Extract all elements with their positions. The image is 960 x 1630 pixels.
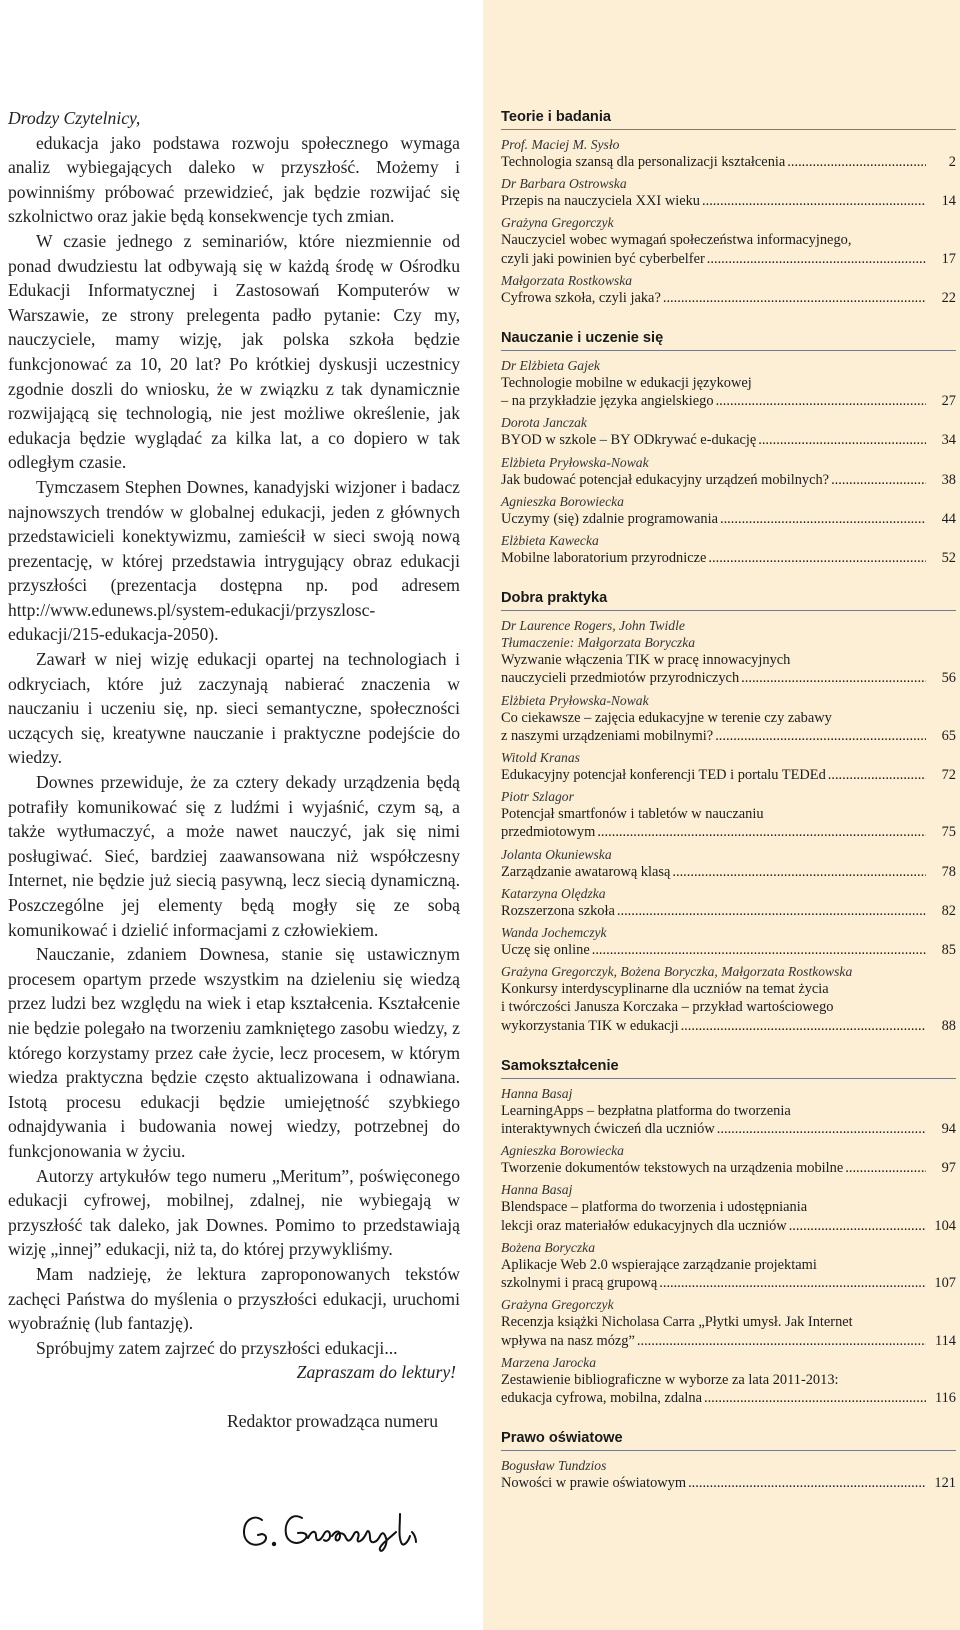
toc-entry-title-line: wykorzystania TIK w edukacji	[501, 1017, 679, 1034]
toc-entry-title-line: Aplikacje Web 2.0 wspierające zarządzanie projektami	[501, 1256, 817, 1273]
toc-dot-leader	[720, 510, 926, 528]
toc-entry-author: Marzena Jarocka	[501, 1354, 597, 1370]
toc-section-title: Dobra praktyka	[501, 589, 956, 611]
toc-entry-title-line: interaktywnych ćwiczeń dla uczniów	[501, 1121, 715, 1138]
toc-entry-author: Piotr Szlagor	[501, 789, 574, 805]
toc-page-number: 88	[941, 1017, 956, 1034]
toc-dot-leader	[716, 392, 926, 410]
toc-entry-title-line: Nowości w prawie oświatowym	[501, 1475, 687, 1492]
toc-entry-title-row	[501, 153, 956, 171]
editorial-greeting: Drodzy Czytelnicy,	[8, 108, 141, 128]
editorial-paragraph: Nauczanie, zdaniem Downesa, stanie się ustawicznym procesem opartym przede wszystkim na dzieleniu się wiedzą przez ludzi bez względu na wiek i etap kształcenia. Kształcenie nie będzie polegało na tworzeniu zamkniętego zasobu wiedzy, z którego korzystamy przez całe życie, lecz procesem, w którym wiedza praktyczna będzie często aktualizowana i odnawiana. Istotą procesu edukacji będzie umiejętność szybkiego odnajdywania i budowania nowej wiedzy, potrzebnej do funkcjonowania w życiu.	[8, 944, 460, 1161]
toc-entry-title-row	[501, 192, 956, 210]
toc-entry-title-line: Blendspace – platforma do tworzenia i udostępniania	[501, 1199, 808, 1216]
toc-page-number: 75	[941, 824, 956, 841]
editorial-invitation: Zapraszam do lektury!	[296, 1362, 456, 1383]
toc-entry-title-line: i twórczości Janusza Korczaka – przykład wartościowego	[501, 999, 834, 1016]
toc-entry[interactable]	[501, 1181, 956, 1234]
toc-entry[interactable]	[501, 1457, 956, 1492]
toc-page-number: 17	[941, 250, 956, 267]
toc-entry[interactable]	[501, 1142, 956, 1177]
toc-dot-leader	[637, 1332, 926, 1350]
toc-entry-title-row	[501, 549, 956, 567]
toc-entry-title-row	[501, 1274, 956, 1292]
toc-section-title: Teorie i badania	[501, 108, 956, 130]
toc-page-number: 56	[941, 670, 956, 687]
toc-entry-title-row	[501, 431, 956, 449]
toc-page-number: 114	[934, 1332, 956, 1349]
toc-page-number: 14	[941, 193, 956, 210]
toc-entry-title-row	[501, 727, 956, 745]
toc-entry-title-line: Uczymy (się) zdalnie programowania	[501, 510, 718, 527]
toc-page-number: 85	[941, 942, 956, 959]
toc-dot-leader	[828, 766, 926, 784]
toc-entry-title-row	[501, 1389, 956, 1407]
toc-entry-title-line: Cyfrowa szkoła, czyli jaka?	[501, 289, 661, 306]
toc-entry[interactable]	[501, 272, 956, 307]
toc-entry-title-line: Edukacyjny potencjał konferencji TED i portalu TEDEd	[501, 767, 826, 784]
toc-entry-title-line: przedmiotowym	[501, 824, 596, 841]
toc-entry-title-row	[501, 289, 956, 307]
toc-dot-leader	[741, 669, 926, 687]
toc-entry-title-row	[501, 941, 956, 959]
toc-dot-leader	[681, 1017, 926, 1035]
toc-entry-author: Agnieszka Borowiecka	[501, 493, 624, 509]
toc-entry-author: Agnieszka Borowiecka	[501, 1143, 624, 1159]
toc-page-number: 121	[934, 1475, 956, 1492]
toc-dot-leader	[708, 549, 926, 567]
toc-entry-author: Elżbieta Pryłowska-Nowak	[501, 454, 649, 470]
editorial-paragraph: Mam nadzieję, że lektura zaproponowanych tekstów zachęci Państwa do myślenia o przyszłości edukacji, uruchomi wyobraźnię (lub fantazję).	[8, 1263, 460, 1334]
toc-entry-translator: Tłumaczenie: Małgorzata Boryczka	[501, 635, 696, 651]
toc-dot-leader	[702, 192, 926, 210]
table-of-contents	[501, 108, 956, 1514]
toc-section	[501, 589, 956, 1035]
editorial-paragraph: Spróbujmy zatem zajrzeć do przyszłości edukacji...	[36, 1337, 398, 1358]
toc-entry-title-line: Zestawienie bibliograficzne w wyborze za lata 2011-2013:	[501, 1371, 839, 1388]
toc-entry[interactable]	[501, 617, 956, 687]
editor-credit: Redaktor prowadząca numeru	[226, 1410, 438, 1431]
toc-entry-title-row	[501, 1474, 956, 1492]
toc-entry[interactable]	[501, 788, 956, 841]
toc-entry-title-line: Przepis na nauczyciela XXI wieku	[501, 193, 700, 210]
toc-entry-title-row	[501, 669, 956, 687]
toc-dot-leader	[715, 727, 926, 745]
toc-entry-author: Hanna Basaj	[501, 1182, 573, 1198]
toc-page-number: 72	[941, 767, 956, 784]
toc-page-number: 107	[934, 1275, 956, 1292]
toc-entry[interactable]	[501, 924, 956, 959]
toc-entry-title-line: Jak budować potencjał edukacyjny urządzeń mobilnych?	[501, 471, 830, 488]
toc-page-number: 82	[941, 902, 956, 919]
toc-page-number: 52	[941, 550, 956, 567]
toc-entry-title-row	[501, 863, 956, 881]
toc-page-number: 44	[941, 510, 956, 527]
toc-entry-author: Dr Barbara Ostrowska	[501, 176, 627, 192]
toc-page-number: 104	[934, 1217, 956, 1234]
editorial-paragraph: Autorzy artykułów tego numeru „Meritum”, poświęconego edukacji cyfrowej, mobilnej, zdalnej, nie wybiegają w przyszłość tak daleko, jak Downes. Pomimo to przedstawiają wizję „innej” edukacji, niż ta, do której przywykliśmy.	[8, 1165, 460, 1260]
toc-entry-title-line: czyli jaki powinien być cyberbelfer	[501, 250, 705, 267]
toc-entry-title-line: szkolnymi i pracą grupową	[501, 1275, 658, 1292]
toc-entry-author: Grażyna Gregorczyk	[501, 215, 614, 231]
toc-dot-leader	[758, 431, 926, 449]
toc-entry-title-row	[501, 510, 956, 528]
toc-section-title: Nauczanie i uczenie się	[501, 329, 956, 351]
toc-entry-author: Bożena Boryczka	[501, 1239, 595, 1255]
toc-entry[interactable]	[501, 1354, 956, 1407]
toc-entry-title-line: Recenzja książki Nicholasa Carra „Płytki umysł. Jak Internet	[501, 1314, 853, 1331]
toc-entry-author: Wanda Jochemczyk	[501, 925, 607, 941]
toc-entry-author: Grażyna Gregorczyk	[501, 1297, 614, 1313]
toc-entry[interactable]	[501, 963, 956, 1035]
toc-section-title: Samokształcenie	[501, 1057, 956, 1079]
toc-page-number: 38	[941, 471, 956, 488]
toc-page-number: 65	[941, 727, 956, 744]
toc-entry-title-line: Co ciekawsze – zajęcia edukacyjne w terenie czy zabawy	[501, 709, 832, 726]
toc-entry[interactable]	[501, 532, 956, 567]
toc-entry[interactable]	[501, 136, 956, 171]
toc-entry-title-row	[501, 392, 956, 410]
toc-entry-title-line: LearningApps – bezpłatna platforma do tworzenia	[501, 1102, 791, 1119]
toc-entry-title-row	[501, 766, 956, 784]
toc-entry-title-row	[501, 1120, 956, 1138]
toc-entry-title-row	[501, 1217, 956, 1235]
toc-entry[interactable]	[501, 1296, 956, 1349]
toc-entry-title-line: Mobilne laboratorium przyrodnicze	[501, 550, 707, 567]
toc-page-number: 27	[941, 393, 956, 410]
editorial-paragraph: W czasie jednego z seminariów, które niezmiennie od ponad dwudziestu lat odbywają się w każdą środę w Ośrodku Edukacji Informatycznej i Zastosowań Komputerów w Warszawie, ze strony prelegenta padło pytanie: Czy my, nauczyciele, mamy wizję, jak polska szkoła będzie funkcjonować za 10, 20 lat? Po krótkiej dyskusji uczestnicy zgodnie doszli do wniosku, że w związku z tak dynamicznie rozwijającą się technologią, nie jest możliwe określenie, jak edukacja będzie wyglądać za kilka lat, a co dopiero w tak odległym czasie.	[8, 230, 460, 473]
toc-entry-title-line: Uczę się online	[501, 942, 590, 959]
toc-entry-title-line: Konkursy interdyscyplinarne dla uczniów na temat życia	[501, 981, 829, 998]
editorial-paragraph: Zawarł w niej wizję edukacji opartej na technologiach i odkryciach, które już zaczynają nabierać znaczenia w nauczaniu i uczeniu się, np. sieci semantyczne, społeczności uczących się, kreatywne nauczanie i praktyczne podejście do wiedzy.	[8, 649, 460, 768]
toc-entry-author: Prof. Maciej M. Sysło	[501, 137, 620, 152]
toc-entry-title-row	[501, 250, 956, 268]
toc-entry-author: Elżbieta Kawecka	[501, 533, 599, 549]
toc-entry-author: Jolanta Okuniewska	[501, 846, 612, 862]
toc-dot-leader	[831, 471, 926, 489]
toc-entry-title-row	[501, 1332, 956, 1350]
toc-dot-leader	[663, 289, 926, 307]
toc-entry-title-line: edukacja cyfrowa, mobilna, zdalna	[501, 1389, 702, 1406]
toc-entry-title-line: lekcji oraz materiałów edukacyjnych dla uczniów	[501, 1217, 787, 1234]
toc-entry-title-row	[501, 902, 956, 920]
toc-page-number: 22	[941, 289, 956, 306]
toc-dot-leader	[597, 823, 926, 841]
toc-entry-author: Bogusław Tundzios	[501, 1458, 607, 1474]
toc-dot-leader	[787, 153, 926, 171]
toc-page-number: 116	[934, 1389, 956, 1406]
toc-dot-leader	[717, 1120, 926, 1138]
toc-dot-leader	[617, 902, 926, 920]
toc-dot-leader	[672, 863, 926, 881]
toc-section	[501, 1057, 956, 1407]
toc-entry[interactable]	[501, 1085, 956, 1138]
toc-entry[interactable]	[501, 414, 956, 449]
toc-entry-author: Dr Laurence Rogers, John Twidle	[501, 618, 685, 634]
toc-entry-title-row	[501, 471, 956, 489]
toc-entry-title-row	[501, 1017, 956, 1035]
toc-entry[interactable]	[501, 885, 956, 920]
toc-entry-title-line: z naszymi urządzeniami mobilnymi?	[501, 727, 714, 744]
toc-entry-title-line: Wyzwanie włączenia TIK w pracę innowacyjnych	[501, 652, 791, 669]
toc-entry[interactable]	[501, 357, 956, 410]
toc-entry-title-line: Technologie mobilne w edukacji językowej	[501, 375, 752, 392]
toc-section	[501, 108, 956, 307]
editorial-paragraph: Tymczasem Stephen Downes, kanadyjski wizjoner i badacz najnowszych trendów w globalnej edukacji, jeden z głównych przedstawicieli konektywizmu, zamieścił w sieci swoją nową prezentację, w której przedstawia intrygujący obraz edukacji przyszłości (prezentacja dostępna np. pod adresem http://www.edunews.pl/system-edukacji/przyszlosc-edukacji/215-edukacja-2050).	[8, 476, 460, 645]
toc-entry-title-line: Technologia szansą dla personalizacji kształcenia	[501, 154, 786, 170]
toc-dot-leader	[789, 1217, 926, 1235]
toc-entry-title-line: – na przykładzie języka angielskiego	[501, 393, 714, 410]
toc-page-number: 2	[948, 154, 956, 170]
toc-entry-author: Witold Kranas	[501, 750, 580, 766]
toc-entry[interactable]	[501, 454, 956, 489]
toc-entry[interactable]	[501, 846, 956, 881]
toc-page-number: 34	[941, 432, 956, 449]
toc-entry-title-line: Potencjał smartfonów i tabletów w nauczaniu	[501, 806, 764, 823]
toc-entry-author: Elżbieta Pryłowska-Nowak	[501, 692, 649, 708]
toc-entry-title-row	[501, 1159, 956, 1177]
editorial-paragraph: Downes przewiduje, że za cztery dekady urządzenia będą potrafiły komunikować się z ludźmi i wyjaśnić, czym są, a także wytłumaczyć, a może nawet nauczyć, jak się nimi posługiwać. Sieć, bardziej zaawansowana niż współczesny Internet, nie będzie już siecią pasywną, lecz siecią dynamiczną. Poszczególne jej elementy będą mogły się ze sobą komunikować i dzielić informacjami z człowiekiem.	[8, 772, 460, 940]
toc-entry-title-line: Tworzenie dokumentów tekstowych na urządzenia mobilne	[501, 1160, 844, 1177]
toc-dot-leader	[707, 250, 926, 268]
toc-entry-title-line: BYOD w szkole – BY ODkrywać e-dukację	[501, 432, 757, 449]
toc-entry-author: Dr Elżbieta Gajek	[501, 358, 600, 374]
toc-entry[interactable]	[501, 175, 956, 210]
toc-entry-author: Małgorzata Rostkowska	[501, 272, 633, 288]
toc-entry-author: Hanna Basaj	[501, 1085, 573, 1101]
toc-entry[interactable]	[501, 749, 956, 784]
toc-entry[interactable]	[501, 692, 956, 745]
toc-entry[interactable]	[501, 493, 956, 528]
toc-entry-author: Grażyna Gregorczyk, Bożena Boryczka, Małgorzata Rostkowska	[501, 964, 853, 980]
toc-entry-author: Dorota Janczak	[501, 415, 587, 431]
toc-entry-title-line: Nauczyciel wobec wymagań społeczeństwa informacyjnego,	[501, 232, 852, 249]
toc-page-number: 97	[941, 1160, 956, 1177]
toc-section-title: Prawo oświatowe	[501, 1429, 956, 1451]
toc-dot-leader	[688, 1474, 926, 1492]
toc-dot-leader	[659, 1274, 926, 1292]
toc-entry-title-line: nauczycieli przedmiotów przyrodniczych	[501, 670, 740, 687]
toc-dot-leader	[845, 1159, 926, 1177]
toc-dot-leader	[592, 941, 926, 959]
toc-entry-title-line: Rozszerzona szkoła	[501, 902, 615, 919]
toc-section	[501, 1429, 956, 1492]
toc-page-number: 78	[941, 863, 956, 880]
toc-entry-title-line: Zarządzanie awatarową klasą	[501, 863, 671, 880]
toc-dot-leader	[704, 1389, 926, 1407]
editorial-letter	[8, 106, 460, 1433]
toc-entry-title-row	[501, 823, 956, 841]
toc-section	[501, 329, 956, 567]
toc-page-number: 94	[941, 1121, 956, 1138]
toc-entry-author: Katarzyna Olędzka	[501, 885, 606, 901]
toc-entry-title-line: wpływa na nasz mózg”	[501, 1332, 635, 1349]
editor-signature	[240, 1502, 470, 1562]
editorial-paragraph: edukacja jako podstawa rozwoju społecznego wymaga analiz wybiegających daleko w przyszłość. Możemy i powinniśmy próbować przewidzieć, jak będzie rozwijać się szkolnictwo oraz jakie będą konsekwencje tych zmian.	[8, 132, 460, 227]
toc-entry[interactable]	[501, 214, 956, 267]
toc-entry[interactable]	[501, 1239, 956, 1292]
